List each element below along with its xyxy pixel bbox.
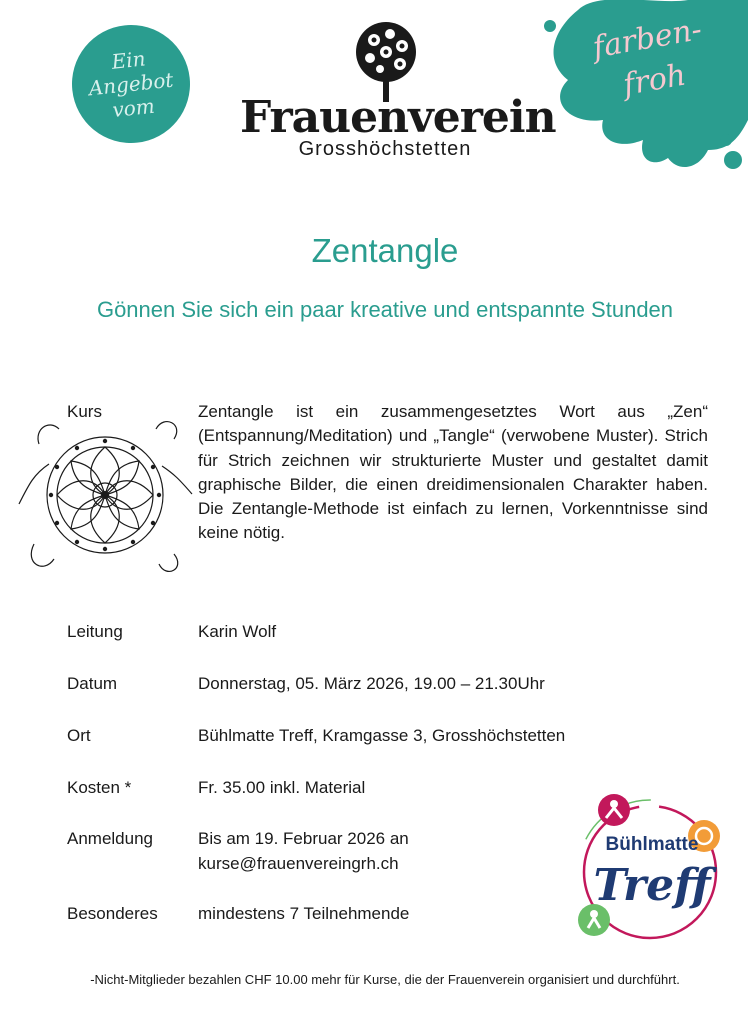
buehlmatte-treff-logo [570, 790, 730, 950]
offer-badge [66, 19, 196, 149]
badge-line: vom [111, 93, 156, 123]
registration-email-link[interactable]: kurse@frauenvereingrh.ch [198, 854, 399, 873]
treff-logo-line1: Bühlmatte [605, 834, 699, 855]
tree-logo-icon [350, 22, 422, 102]
row-label-kurs: Kurs [67, 402, 102, 421]
page-title: Zentangle [311, 232, 459, 269]
row-value-kosten: Fr. 35.00 inkl. Material [198, 778, 366, 797]
course-description: Zentangle ist ein zusammengesetztes Wort aus „Zen“ (Entspannung/Meditation) und „Tangle“ (verwobene Muster). Strich für Strich zeichnen wir strukturierte Muster und gestaltet damit graphische Bilder, die einen dreidimensionalen Charakter haben. Die Zentangle-Methode ist einfach zu lernen, Vorkenntnisse sind keine nötig. [198, 402, 708, 543]
badge-line: Angebot [87, 67, 175, 101]
row-value-ort: Bühlmatte Treff, Kramgasse 3, Grosshöchstetten [198, 726, 566, 745]
splash-line: farben- [590, 12, 705, 66]
row-value-anmeldung-date: Bis am 19. Februar 2026 an [198, 829, 409, 848]
row-label-kosten: Kosten * [67, 778, 132, 797]
page-subtitle: Gönnen Sie sich ein paar kreative und entspannte Stunden [96, 297, 674, 322]
row-value-datum: Donnerstag, 05. März 2026, 19.00 – 21.30Uhr [198, 674, 545, 693]
badge-line: Ein [110, 46, 147, 74]
splash-line: froh [620, 57, 689, 103]
row-label-besonderes: Besonderes [67, 904, 158, 923]
logo-subtitle: Grosshöchstetten [298, 138, 472, 160]
row-label-leitung: Leitung [67, 622, 123, 641]
row-label-datum: Datum [67, 674, 118, 693]
logo-wordmark: Frauenverein [240, 92, 556, 143]
row-value-leitung: Karin Wolf [198, 622, 277, 641]
row-label-ort: Ort [67, 726, 91, 745]
zentangle-mandala-drawing [14, 404, 196, 586]
row-value-besonderes: mindestens 7 Teilnehmende [198, 904, 410, 923]
treff-logo-line2: Treff [593, 860, 711, 911]
footnote: -Nicht-Mitglieder bezahlen CHF 10.00 mehr für Kurse, die der Frauenverein organisiert und durchführt. [90, 972, 680, 987]
row-label-anmeldung: Anmeldung [67, 829, 154, 848]
